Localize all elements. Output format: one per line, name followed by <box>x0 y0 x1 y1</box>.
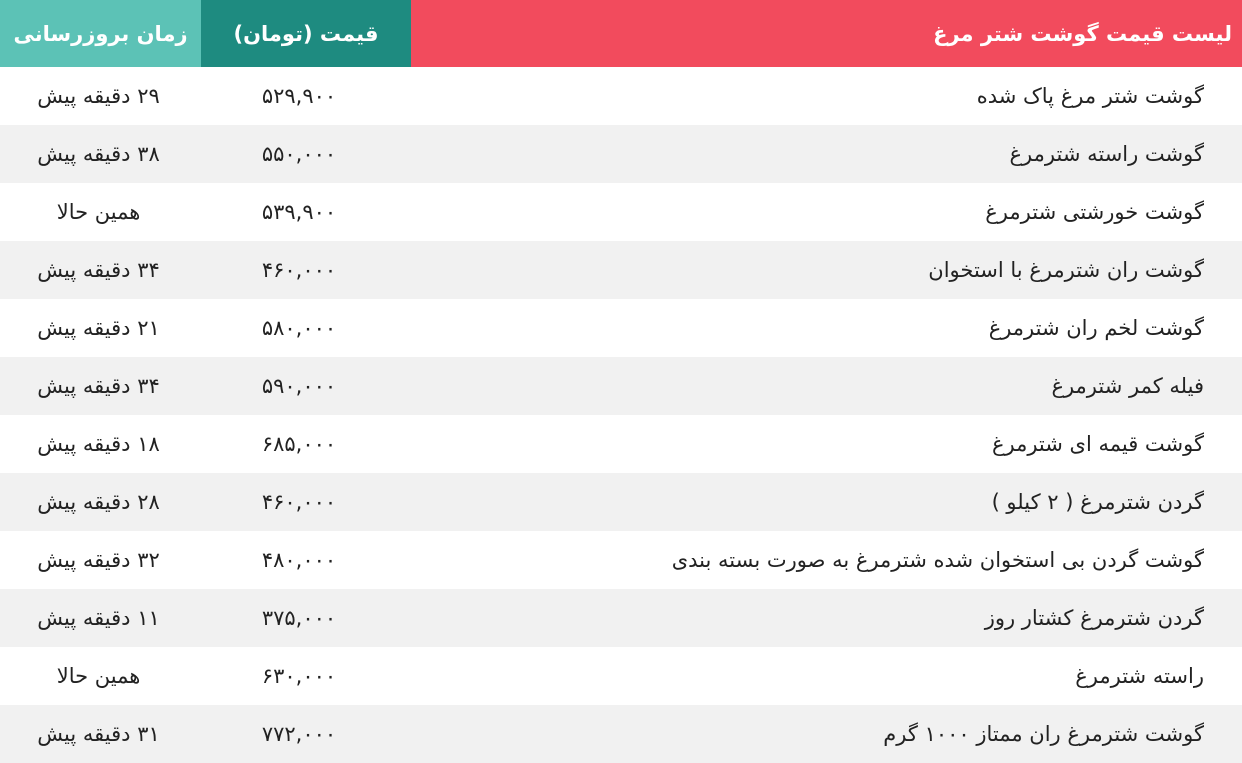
table-row <box>0 357 1242 415</box>
table-row <box>0 705 1242 763</box>
price-cell: ۷۷۲,۰۰۰ <box>261 722 337 746</box>
update-time-cell: ۳۴ دقیقه پیش <box>37 258 160 282</box>
product-name-cell: گوشت شتر مرغ پاک شده <box>976 84 1204 108</box>
table-row <box>0 67 1242 125</box>
price-cell: ۵۳۹,۹۰۰ <box>261 200 337 224</box>
update-time-cell: ۳۸ دقیقه پیش <box>37 142 160 166</box>
update-time-cell: ۳۲ دقیقه پیش <box>37 548 160 572</box>
price-cell: ۶۸۵,۰۰۰ <box>261 432 337 456</box>
header-update-time: زمان بروزرسانی <box>0 0 201 67</box>
price-cell: ۵۵۰,۰۰۰ <box>261 142 337 166</box>
price-cell: ۴۶۰,۰۰۰ <box>261 490 337 514</box>
price-cell: ۵۲۹,۹۰۰ <box>261 84 337 108</box>
product-name-cell: گوشت گردن بی استخوان شده شترمرغ به صورت بسته بندی <box>671 548 1204 572</box>
table-row <box>0 647 1242 705</box>
update-time-cell: ۳۴ دقیقه پیش <box>37 374 160 398</box>
table-header <box>0 0 1242 67</box>
product-name-cell: گوشت راسته شترمرغ <box>1009 142 1204 166</box>
update-time-cell: ۳۱ دقیقه پیش <box>37 722 160 746</box>
price-cell: ۴۶۰,۰۰۰ <box>261 258 337 282</box>
update-time-cell: ۲۱ دقیقه پیش <box>37 316 160 340</box>
header-price: قیمت (تومان) <box>201 0 411 67</box>
product-name-cell: گوشت قیمه ای شترمرغ <box>991 432 1204 456</box>
price-cell: ۵۹۰,۰۰۰ <box>261 374 337 398</box>
table-row <box>0 241 1242 299</box>
table-row <box>0 473 1242 531</box>
product-name-cell: گوشت خورشتی شترمرغ <box>985 200 1204 224</box>
product-name-cell: گوشت شترمرغ ران ممتاز ۱۰۰۰ گرم <box>883 722 1204 746</box>
price-cell: ۴۸۰,۰۰۰ <box>261 548 337 572</box>
table-row <box>0 589 1242 647</box>
table-row <box>0 415 1242 473</box>
update-time-cell: ۲۹ دقیقه پیش <box>37 84 160 108</box>
table-row <box>0 183 1242 241</box>
update-time-cell: ۲۸ دقیقه پیش <box>37 490 160 514</box>
product-name-cell: گوشت ران شترمرغ با استخوان <box>928 258 1204 282</box>
header-product-name: لیست قیمت گوشت شتر مرغ <box>411 0 1242 67</box>
update-time-cell: ۱۱ دقیقه پیش <box>37 606 160 630</box>
table-body <box>0 67 1242 763</box>
price-cell: ۳۷۵,۰۰۰ <box>261 606 337 630</box>
product-name-cell: فیله کمر شترمرغ <box>1051 374 1204 398</box>
price-cell: ۶۳۰,۰۰۰ <box>261 664 337 688</box>
product-name-cell: راسته شترمرغ <box>1075 664 1204 688</box>
update-time-cell: همین حالا <box>56 664 141 688</box>
table-row <box>0 125 1242 183</box>
product-name-cell: گردن شترمرغ کشتار روز <box>984 606 1204 630</box>
update-time-cell: ۱۸ دقیقه پیش <box>37 432 160 456</box>
table-row <box>0 531 1242 589</box>
product-name-cell: گردن شترمرغ ( ۲ کیلو ) <box>991 490 1204 514</box>
table-row <box>0 299 1242 357</box>
product-name-cell: گوشت لخم ران شترمرغ <box>988 316 1204 340</box>
update-time-cell: همین حالا <box>56 200 141 224</box>
price-cell: ۵۸۰,۰۰۰ <box>261 316 337 340</box>
